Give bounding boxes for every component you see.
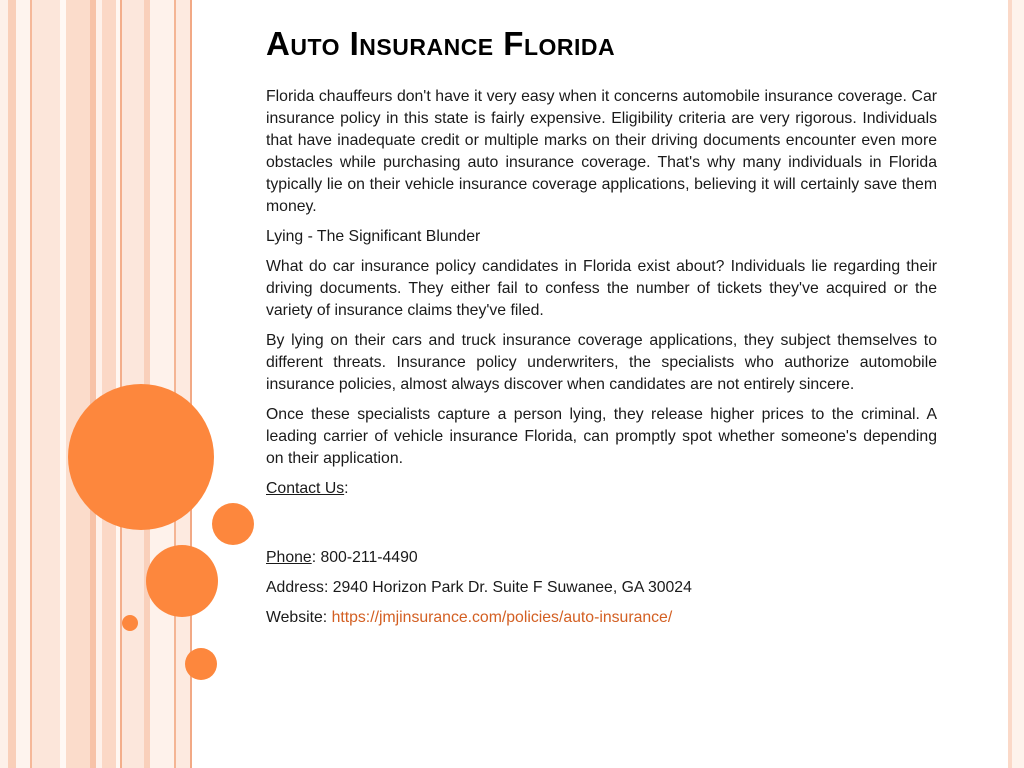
decor-circle bbox=[185, 648, 217, 680]
decor-stripe bbox=[150, 0, 174, 768]
decor-circle bbox=[68, 384, 214, 530]
contact-heading-label: Contact Us bbox=[266, 479, 345, 497]
decor-stripe bbox=[16, 0, 30, 768]
decor-circle bbox=[146, 545, 218, 617]
contact-address: Address: 2940 Horizon Park Dr. Suite F Suwanee, GA 30024 bbox=[266, 578, 692, 596]
contact-heading-colon: : bbox=[344, 479, 349, 497]
contact-website bbox=[266, 607, 937, 629]
decor-stripe bbox=[8, 0, 16, 768]
paragraph-subheading: Lying - The Significant Blunder bbox=[266, 227, 481, 245]
decor-circle bbox=[122, 615, 138, 631]
decor-stripe bbox=[32, 0, 60, 768]
decor-stripe bbox=[0, 0, 8, 768]
slide-content bbox=[266, 22, 937, 637]
contact-heading bbox=[266, 478, 937, 500]
phone-label: Phone bbox=[266, 548, 312, 566]
paragraph-lying: What do car insurance policy candidates in Florida exist about? Individuals lie regarding their driving documents. They either fail to confess the number of tickets they've acquired or the variety of insurance claims they've filed. bbox=[266, 257, 937, 319]
page-title: Auto Insurance Florida bbox=[266, 25, 616, 62]
decor-circle bbox=[212, 503, 254, 545]
paragraph-intro: Florida chauffeurs don't have it very easy when it concerns automobile insurance coverage. Car insurance policy in this state is fairly expensive. Eligibility criteria are very rigorous. Individuals that have inadequate credit or multiple marks on their driving documents encounter even more obstacles while purchasing auto insurance coverage. That's why many individuals in Florida typically lie on their vehicle insurance coverage applications, believing it will certainly save them money. bbox=[266, 87, 937, 215]
decor-stripe bbox=[1012, 0, 1024, 768]
phone-value: : 800-211-4490 bbox=[311, 548, 418, 566]
decor-stripe bbox=[66, 0, 90, 768]
website-link[interactable]: https://jmjinsurance.com/policies/auto-insurance/ bbox=[331, 608, 673, 626]
website-label: Website: bbox=[266, 608, 332, 626]
paragraph-specialists: Once these specialists capture a person lying, they release higher prices to the criminal. A leading carrier of vehicle insurance Florida, can promptly spot whether someone's depending on their application. bbox=[266, 405, 937, 467]
blank-line bbox=[266, 508, 937, 547]
contact-phone bbox=[266, 547, 937, 569]
decor-stripe bbox=[102, 0, 116, 768]
paragraph-threats: By lying on their cars and truck insurance coverage applications, they subject themselves to different threats. Insurance policy underwriters, the specialists who authorize automobile insurance policies, almost always discover when candidates are not entirely sincere. bbox=[266, 331, 937, 393]
